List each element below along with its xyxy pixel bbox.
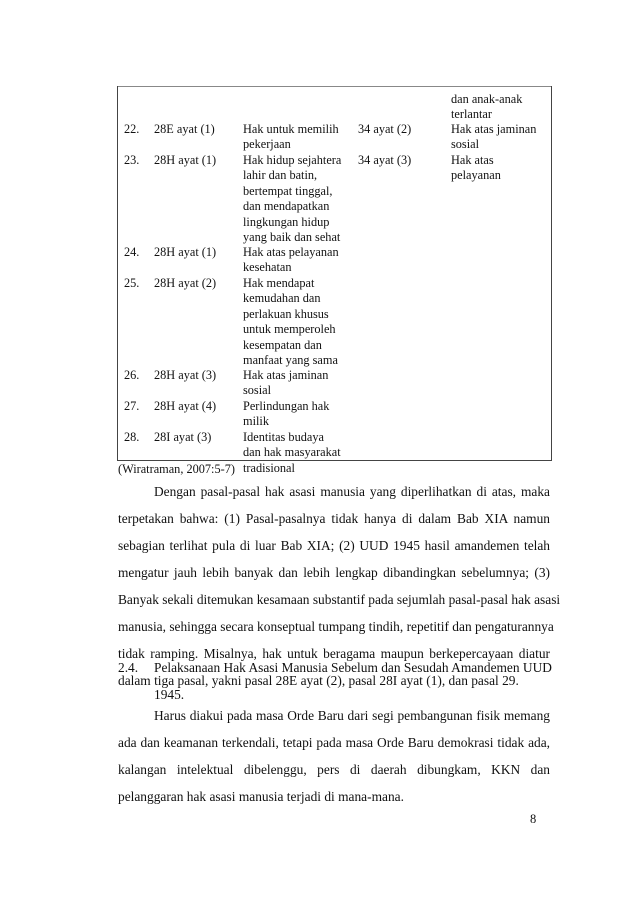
cell-line: lahir dan batin,	[243, 168, 318, 183]
cell-line: pelayanan	[451, 168, 501, 183]
cell-line: Hak atas jaminan	[451, 122, 537, 136]
cell-duham: 34 ayat (2)	[358, 122, 412, 136]
cell-duhd	[451, 122, 547, 153]
cell-line: perlakuan khusus	[243, 306, 329, 321]
paragraph-2	[118, 702, 550, 810]
cell-line: pekerjaan	[243, 137, 291, 152]
cell-desc	[243, 276, 361, 368]
cell-line: tradisional	[243, 460, 295, 475]
cell-duhd	[451, 153, 547, 184]
cell-desc	[243, 368, 361, 399]
cell-line: sosial	[451, 137, 480, 152]
cell-line: dan hak masyarakat	[243, 445, 341, 460]
cell-no: 25.	[124, 276, 140, 290]
cell-no: 22.	[124, 122, 140, 136]
page-number: 8	[530, 812, 537, 826]
cell-desc	[243, 153, 361, 245]
cell-uud: 28H ayat (2)	[154, 276, 217, 290]
text-line: Dengan pasal-pasal hak asasi manusia yang diperlihatkan di atas, maka	[154, 484, 550, 499]
cell-desc	[243, 430, 361, 476]
text-line: tidak ramping. Misalnya, hak untuk beragama maupun berkepercayaan diatur	[118, 646, 550, 661]
cell-line: terlantar	[451, 107, 492, 122]
cell-duham: 34 ayat (3)	[358, 153, 412, 167]
cell-no: 24.	[124, 245, 140, 259]
cell-uud: 28H ayat (1)	[154, 245, 217, 259]
cell-line: manfaat yang sama	[243, 353, 338, 368]
cell-no: 23.	[124, 153, 140, 167]
cell-line: Hak mendapat	[243, 276, 315, 290]
text-line: dalam tiga pasal, yakni pasal 28E ayat (2), pasal 28I ayat (1), dan pasal 29.	[118, 673, 519, 688]
text-line: pelanggaran hak asasi manusia terjadi di mana-mana.	[118, 789, 404, 804]
cell-uud: 28H ayat (4)	[154, 399, 217, 413]
cell-desc	[243, 245, 361, 276]
text-line: ada dan keamanan terkendali, tetapi pada masa Orde Baru demokrasi tidak ada,	[118, 735, 550, 750]
cell-line: kemudahan dan	[243, 291, 321, 306]
cell-line: milik	[243, 414, 269, 429]
text-line: terpetakan bahwa: (1) Pasal-pasalnya tidak hanya di dalam Bab XIA namun	[118, 511, 550, 526]
cell-line: Hak untuk memilih	[243, 122, 339, 136]
cell-line: Hak atas	[451, 153, 494, 167]
table-source: (Wiratraman, 2007:5-7)	[118, 462, 235, 476]
cell-no: 27.	[124, 399, 140, 413]
cell-desc	[243, 122, 361, 153]
cell-line: lingkungan hidup	[243, 214, 330, 229]
section-title	[154, 654, 550, 708]
text-line: kalangan intelektual dibelenggu, pers di daerah dibungkam, KKN dan	[118, 762, 550, 777]
cell-line: untuk memperoleh	[243, 322, 336, 337]
cell-line: Hak atas jaminan	[243, 368, 329, 382]
text-line: mengatur jauh lebih banyak dan lebih lengkap dibandingkan sebelumnya; (3)	[118, 565, 550, 580]
cell-line: Identitas budaya	[243, 430, 324, 444]
cell-no: 28.	[124, 430, 140, 444]
cell-line: kesempatan dan	[243, 337, 322, 352]
cell-line: Perlindungan hak	[243, 399, 330, 413]
cell-line: sosial	[243, 383, 272, 398]
cell-desc	[243, 399, 361, 430]
cell-line: Hak atas pelayanan	[243, 245, 339, 259]
text-line: manusia, sehingga secara konseptual tumpang tindih, repetitif dan pengaturannya	[118, 619, 554, 634]
section-title-line: Pelaksanaan Hak Asasi Manusia Sebelum dan Sesudah Amandemen UUD	[154, 660, 552, 675]
cell-line: yang baik dan sehat	[243, 230, 341, 245]
cell-uud: 28H ayat (1)	[154, 153, 217, 167]
cell-uud: 28H ayat (3)	[154, 368, 217, 382]
section-title-line: 1945.	[154, 687, 185, 702]
cell-uud: 28I ayat (3)	[154, 430, 212, 444]
cell-line: dan mendapatkan	[243, 199, 330, 214]
cell-line: bertempat tinggal,	[243, 183, 333, 198]
section-number: 2.4.	[118, 660, 139, 675]
cell-line: kesehatan	[243, 260, 292, 275]
cell-line: dan anak-anak	[451, 92, 523, 106]
cell-duhd	[451, 92, 547, 123]
text-line: sebagian terlihat pula di luar Bab XIA; (2) UUD 1945 hasil amandemen telah	[118, 538, 550, 553]
cell-line: Hak hidup sejahtera	[243, 153, 342, 167]
text-line: Harus diakui pada masa Orde Baru dari segi pembangunan fisik memang	[154, 708, 550, 723]
text-line: Banyak sekali ditemukan kesamaan substantif pada sejumlah pasal-pasal hak asasi	[118, 592, 561, 607]
cell-no: 26.	[124, 368, 140, 382]
cell-uud: 28E ayat (1)	[154, 122, 215, 136]
